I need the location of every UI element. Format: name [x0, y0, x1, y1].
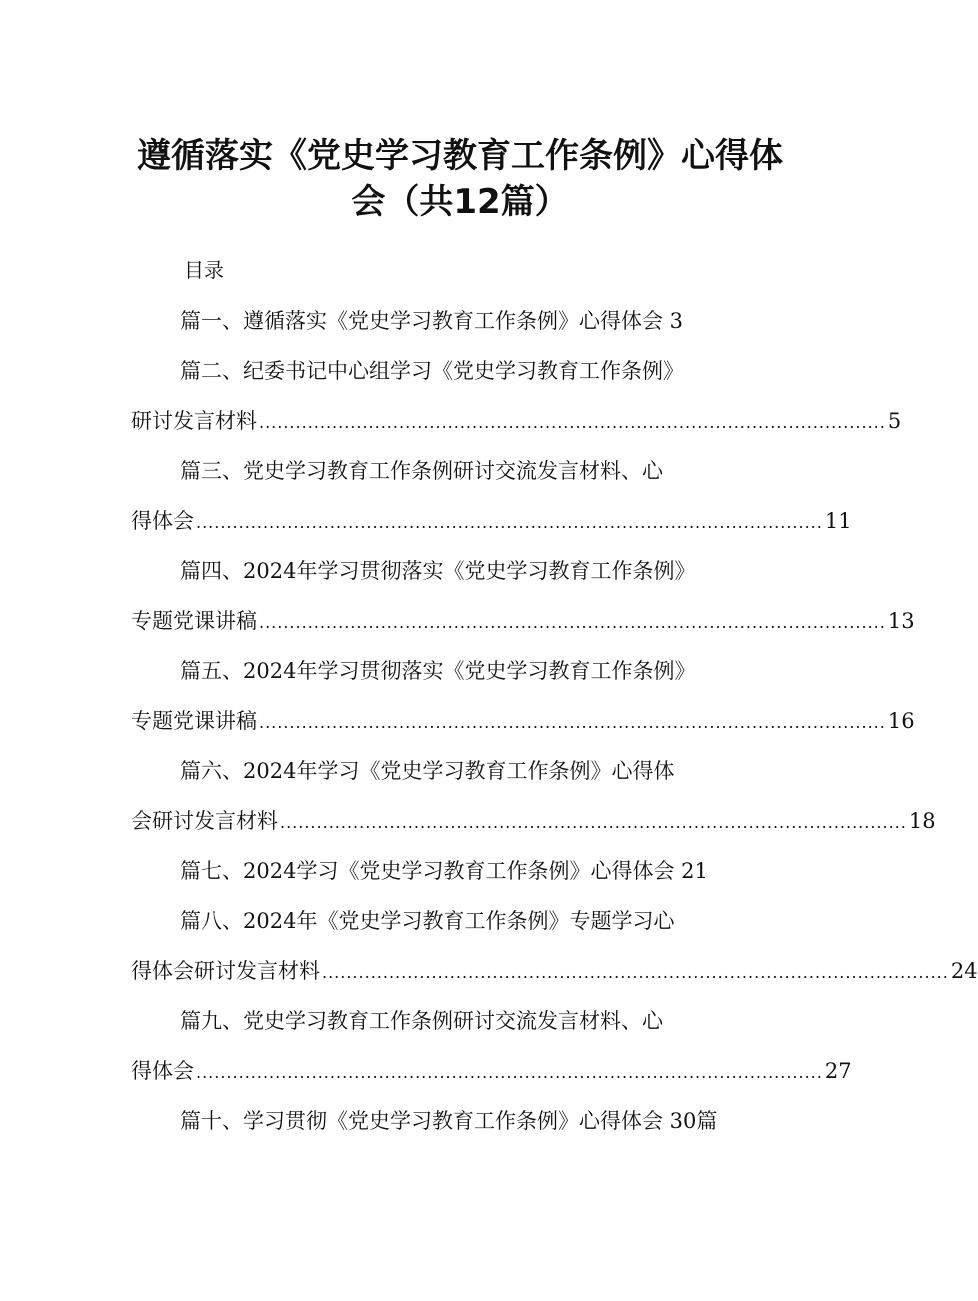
toc-entry-4-page: 13 — [887, 609, 915, 633]
toc-entry-8-page: 24 — [950, 959, 978, 983]
toc-entry-2-line2[interactable] — [131, 405, 902, 439]
toc-entry-9-line2[interactable] — [131, 1055, 852, 1089]
toc-entry-5-text: 专题党课讲稿 — [131, 709, 257, 733]
toc-entry-5-line2[interactable] — [131, 705, 915, 739]
toc-entry-6-page: 18 — [908, 809, 936, 833]
toc-entry-3-text: 得体会 — [131, 509, 194, 533]
toc-entry-4-text: 专题党课讲稿 — [131, 609, 257, 633]
toc-entry-6-line1[interactable]: 篇六、2024年学习《党史学习教育工作条例》心得体 — [180, 759, 675, 783]
toc-entry-2-text: 研讨发言材料 — [131, 409, 257, 433]
toc-entry-3-line1[interactable]: 篇三、党史学习教育工作条例研讨交流发言材料、心 — [180, 459, 663, 483]
toc-heading: 目录 — [184, 258, 224, 282]
toc-leader-dots: ....................................................................................................... — [259, 613, 886, 632]
toc-leader-dots: ....................................................................................................... — [322, 963, 949, 982]
title-line-1: 遵循落实《党史学习教育工作条例》心得体 — [137, 136, 783, 176]
toc-entry-3-page: 11 — [824, 509, 852, 533]
toc-entry-4-line2[interactable] — [131, 605, 915, 639]
toc-leader-dots: ....................................................................................................... — [259, 713, 886, 732]
toc-entry-9-page: 27 — [824, 1059, 852, 1083]
toc-entry-3-line2[interactable] — [131, 505, 852, 539]
toc-entry-6-text: 会研讨发言材料 — [131, 809, 278, 833]
toc-entry-4-line1[interactable]: 篇四、2024年学习贯彻落实《党史学习教育工作条例》 — [180, 559, 696, 583]
toc-entry-5-line1[interactable]: 篇五、2024年学习贯彻落实《党史学习教育工作条例》 — [180, 659, 696, 683]
toc-entry-9-line1[interactable]: 篇九、党史学习教育工作条例研讨交流发言材料、心 — [180, 1009, 663, 1033]
toc-entry-6-line2[interactable] — [131, 805, 936, 839]
toc-entry-5-page: 16 — [887, 709, 915, 733]
toc-entry-9-text: 得体会 — [131, 1059, 194, 1083]
toc-entry-2-line1[interactable]: 篇二、纪委书记中心组学习《党史学习教育工作条例》 — [180, 359, 684, 383]
toc-leader-dots: ....................................................................................................... — [196, 513, 823, 532]
toc-entry-8-line1[interactable]: 篇八、2024年《党史学习教育工作条例》专题学习心 — [180, 909, 675, 933]
toc-entry-1-line1[interactable]: 篇一、遵循落实《党史学习教育工作条例》心得体会 3 — [180, 309, 684, 333]
toc-entry-8-line2[interactable] — [131, 955, 978, 989]
toc-leader-dots: ....................................................................................................... — [196, 1063, 823, 1082]
toc-entry-7-line1[interactable]: 篇七、2024学习《党史学习教育工作条例》心得体会 21 — [180, 859, 708, 883]
toc-entry-2-page: 5 — [887, 409, 902, 433]
toc-leader-dots: ....................................................................................................... — [280, 813, 907, 832]
toc-entry-10-line1[interactable]: 篇十、学习贯彻《党史学习教育工作条例》心得体会 30篇 — [180, 1109, 718, 1133]
toc-leader-dots: ....................................................................................................... — [259, 413, 886, 432]
title-line-2: 会（共12篇） — [351, 182, 569, 222]
toc-entry-8-text: 得体会研讨发言材料 — [131, 959, 320, 983]
